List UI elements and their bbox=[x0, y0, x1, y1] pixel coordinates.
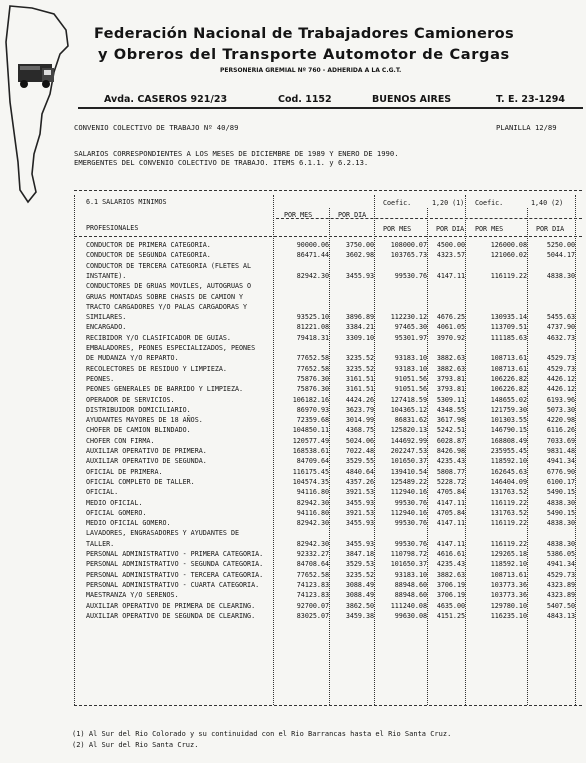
row-value: 104574.35 bbox=[292, 477, 329, 486]
legal-status: PERSONERIA GREMIAL Nº 760 - ADHERIDA A LA C.G.T. bbox=[220, 67, 402, 74]
row-value: 4348.55 bbox=[436, 405, 465, 414]
row-value: 77652.58 bbox=[296, 570, 329, 579]
row-value: 5490.15 bbox=[546, 508, 575, 517]
row-value: 75876.30 bbox=[296, 374, 329, 383]
row-label: OFICIAL. bbox=[86, 488, 119, 497]
row-value: 88948.60 bbox=[394, 591, 427, 600]
row-value: 3617.98 bbox=[436, 416, 465, 425]
col-header-por-mes: POR MES bbox=[475, 225, 504, 233]
row-value: 3529.53 bbox=[345, 560, 374, 569]
row-value: 108713.61 bbox=[490, 570, 527, 579]
row-value: 4941.34 bbox=[546, 457, 575, 466]
row-value: 4838.30 bbox=[546, 271, 575, 280]
row-value: 4838.30 bbox=[546, 498, 575, 507]
row-value: 101303.55 bbox=[490, 416, 527, 425]
row-value: 4323.57 bbox=[436, 251, 465, 260]
row-value: 92332.27 bbox=[296, 550, 329, 558]
row-value: 3529.55 bbox=[345, 457, 374, 466]
table-top-rule bbox=[74, 190, 582, 191]
row-value: 3088.49 bbox=[345, 580, 374, 589]
section-title: 6.1 SALARIOS MINIMOS bbox=[86, 198, 167, 206]
row-value: 4632.73 bbox=[546, 333, 575, 342]
row-value: 77652.58 bbox=[296, 354, 329, 363]
row-value: 162645.63 bbox=[490, 467, 527, 476]
row-value: 146404.09 bbox=[490, 477, 527, 486]
row-value: 82942.30 bbox=[296, 519, 329, 528]
row-value: 4323.89 bbox=[546, 591, 575, 600]
row-value: 3088.49 bbox=[345, 591, 374, 600]
row-value: 3602.98 bbox=[345, 251, 374, 260]
row-value: 106226.82 bbox=[490, 385, 527, 394]
col-header-por-dia: POR DIA bbox=[536, 225, 565, 233]
row-value: 99530.76 bbox=[394, 519, 427, 528]
row-value: 144692.99 bbox=[390, 436, 427, 445]
row-label: SIMILARES. bbox=[86, 313, 127, 322]
row-value: 126000.08 bbox=[490, 241, 527, 249]
row-value: 3309.10 bbox=[345, 333, 374, 342]
coef1-header: Coefic. bbox=[383, 199, 412, 207]
row-value: 93525.10 bbox=[296, 313, 329, 322]
row-value: 116119.22 bbox=[490, 519, 527, 528]
row-label: AYUDANTES MAYORES DE 18 AÑOS. bbox=[86, 416, 203, 425]
row-value: 118592.10 bbox=[490, 560, 527, 569]
subheader-rule bbox=[276, 218, 582, 219]
row-value: 4323.89 bbox=[546, 580, 575, 589]
row-label: PEONES GENERALES DE BARRIDO Y LIMPIEZA. bbox=[86, 385, 244, 394]
row-value: 90000.06 bbox=[296, 241, 329, 249]
table-bottom-rule bbox=[74, 705, 582, 706]
row-value: 112230.12 bbox=[390, 313, 427, 322]
row-value: 131763.52 bbox=[490, 508, 527, 517]
row-value: 146790.15 bbox=[490, 426, 527, 435]
row-value: 83025.07 bbox=[296, 611, 329, 620]
row-value: 86831.62 bbox=[394, 416, 427, 425]
row-value: 5250.00 bbox=[546, 241, 575, 249]
row-label: AUXILIAR OPERATIVO DE PRIMERA. bbox=[86, 447, 207, 455]
row-value: 86970.93 bbox=[296, 405, 329, 414]
row-value: 113709.51 bbox=[490, 323, 527, 332]
row-value: 5490.15 bbox=[546, 488, 575, 497]
column-divider bbox=[374, 195, 375, 705]
row-value: 4235.43 bbox=[436, 457, 465, 466]
row-value: 6776.90 bbox=[546, 467, 575, 476]
row-value: 5808.77 bbox=[436, 467, 465, 476]
row-value: 106226.82 bbox=[490, 374, 527, 383]
row-value: 235955.45 bbox=[490, 447, 527, 455]
row-value: 99530.76 bbox=[394, 271, 427, 280]
column-divider bbox=[74, 195, 75, 705]
row-value: 4941.34 bbox=[546, 560, 575, 569]
row-value: 4843.13 bbox=[546, 611, 575, 620]
row-label: CONDUCTORES DE GRUAS MOVILES, AUTOGRUAS O bbox=[86, 282, 252, 291]
row-value: 5455.63 bbox=[546, 313, 575, 322]
row-label: PERSONAL ADMINISTRATIVO - PRIMERA CATEGORIA. bbox=[86, 550, 264, 558]
row-value: 79418.31 bbox=[296, 333, 329, 342]
row-value: 3014.99 bbox=[345, 416, 374, 425]
row-value: 93183.10 bbox=[394, 364, 427, 373]
row-value: 3459.38 bbox=[345, 611, 374, 620]
row-value: 91051.56 bbox=[394, 385, 427, 394]
row-value: 103773.36 bbox=[490, 580, 527, 589]
row-label: CONDUCTOR DE TERCERA CATEGORIA (FLETES AL bbox=[86, 261, 252, 270]
column-divider bbox=[575, 195, 576, 705]
row-value: 86471.44 bbox=[296, 251, 329, 260]
row-value: 3882.63 bbox=[436, 570, 465, 579]
row-label: CONDUCTOR DE SEGUNDA CATEGORIA. bbox=[86, 251, 211, 260]
row-value: 93183.10 bbox=[394, 570, 427, 579]
row-value: 4529.73 bbox=[546, 354, 575, 363]
row-value: 4235.43 bbox=[436, 560, 465, 569]
row-value: 6100.17 bbox=[546, 477, 575, 486]
row-value: 4635.00 bbox=[436, 601, 465, 610]
row-value: 3862.50 bbox=[345, 601, 374, 610]
row-label: INSTANTE). bbox=[86, 271, 127, 280]
row-value: 103765.73 bbox=[390, 251, 427, 260]
row-value: 3793.81 bbox=[436, 385, 465, 394]
row-value: 6193.96 bbox=[546, 395, 575, 404]
row-value: 5407.50 bbox=[546, 601, 575, 610]
row-label: OFICIAL GOMERO. bbox=[86, 508, 147, 517]
row-value: 139410.54 bbox=[390, 467, 427, 476]
row-label: DISTRIBUIDOR DOMICILIARIO. bbox=[86, 405, 191, 414]
row-value: 116235.10 bbox=[490, 611, 527, 620]
row-value: 6028.87 bbox=[436, 436, 465, 445]
row-value: 72359.68 bbox=[296, 416, 329, 425]
row-label: MAESTRANZA Y/O SERENOS. bbox=[86, 591, 179, 600]
footnote-1: (1) Al Sur del Rio Colorado y su continuidad con el Rio Barrancas hasta el Rio Santa Cruz. bbox=[72, 730, 452, 738]
row-value: 4147.11 bbox=[436, 519, 465, 528]
federation-name-line2: y Obreros del Transporte Automotor de Cargas bbox=[98, 46, 510, 63]
row-value: 3161.51 bbox=[345, 385, 374, 394]
row-value: 112940.16 bbox=[390, 508, 427, 517]
row-value: 116119.22 bbox=[490, 498, 527, 507]
row-value: 3161.51 bbox=[345, 374, 374, 383]
intro-line-2: EMERGENTES DEL CONVENIO COLECTIVO DE TRABAJO. ITEMS 6.1.1. y 6.2.13. bbox=[74, 158, 369, 167]
row-value: 4424.26 bbox=[345, 395, 374, 404]
row-value: 4705.84 bbox=[436, 488, 465, 497]
row-label: AUXILIAR OPERATIVO DE SEGUNDA. bbox=[86, 457, 207, 466]
row-value: 82942.30 bbox=[296, 539, 329, 548]
row-value: 3706.19 bbox=[436, 591, 465, 600]
row-value: 3882.63 bbox=[436, 354, 465, 363]
row-value: 106182.16 bbox=[292, 395, 329, 404]
row-value: 8426.98 bbox=[436, 447, 465, 455]
row-value: 4840.64 bbox=[345, 467, 374, 476]
row-value: 4151.25 bbox=[436, 611, 465, 620]
row-label: ENCARGADO. bbox=[86, 323, 127, 332]
row-value: 4676.25 bbox=[436, 313, 465, 322]
row-value: 3793.81 bbox=[436, 374, 465, 383]
col-header-por-dia: POR DIA bbox=[338, 211, 367, 219]
row-value: 116175.45 bbox=[292, 467, 329, 476]
row-value: 3384.21 bbox=[345, 323, 374, 332]
row-value: 101650.37 bbox=[390, 560, 427, 569]
row-value: 4616.61 bbox=[436, 550, 465, 558]
header-rule bbox=[78, 107, 583, 109]
row-value: 129780.10 bbox=[490, 601, 527, 610]
row-value: 108713.61 bbox=[490, 364, 527, 373]
row-label: PERSONAL ADMINISTRATIVO - SEGUNDA CATEGORIA. bbox=[86, 560, 264, 569]
row-value: 168538.61 bbox=[292, 447, 329, 455]
row-value: 3235.52 bbox=[345, 354, 374, 363]
row-value: 3847.18 bbox=[345, 550, 374, 558]
row-value: 112940.16 bbox=[390, 488, 427, 497]
col-header-por-mes: POR MES bbox=[383, 225, 412, 233]
row-value: 4357.26 bbox=[345, 477, 374, 486]
row-value: 108713.61 bbox=[490, 354, 527, 363]
row-value: 4500.00 bbox=[436, 241, 465, 249]
row-label: AUXILIAR OPERATIVO DE SEGUNDA DE CLEARING. bbox=[86, 611, 256, 620]
row-value: 202247.53 bbox=[390, 447, 427, 455]
row-value: 148655.02 bbox=[490, 395, 527, 404]
row-label: AUXILIAR OPERATIVO DE PRIMERA DE CLEARING. bbox=[86, 601, 256, 610]
row-value: 4147.11 bbox=[436, 498, 465, 507]
row-value: 3235.52 bbox=[345, 570, 374, 579]
phone: T. E. 23-1294 bbox=[496, 94, 565, 105]
row-label: TRACTO CARGADORES Y/O PALAS CARGADORAS Y bbox=[86, 302, 248, 311]
row-label: RECOLECTORES DE RESIDUO Y LIMPIEZA. bbox=[86, 364, 227, 373]
row-value: 94116.80 bbox=[296, 488, 329, 497]
footnote-2: (2) Al Sur del Rio Santa Cruz. bbox=[72, 741, 199, 749]
row-label: PEONES. bbox=[86, 374, 115, 383]
col-header-por-dia: POR DIA bbox=[436, 225, 465, 233]
row-value: 3706.19 bbox=[436, 580, 465, 589]
row-label: OPERADOR DE SERVICIOS. bbox=[86, 395, 175, 404]
col-header-por-mes: POR MES bbox=[284, 211, 313, 219]
row-value: 3896.89 bbox=[345, 313, 374, 322]
row-value: 127418.59 bbox=[390, 395, 427, 404]
row-value: 77652.58 bbox=[296, 364, 329, 373]
column-divider bbox=[465, 195, 466, 705]
row-value: 93183.10 bbox=[394, 354, 427, 363]
row-label: MEDIO OFICIAL. bbox=[86, 498, 143, 507]
row-label: DE MUDANZA Y/O REPARTO. bbox=[86, 354, 179, 363]
row-label: MEDIO OFICIAL GOMERO. bbox=[86, 519, 171, 528]
row-value: 116119.22 bbox=[490, 271, 527, 280]
row-label: TALLER. bbox=[86, 539, 115, 548]
row-value: 82942.30 bbox=[296, 271, 329, 280]
row-value: 5024.06 bbox=[345, 436, 374, 445]
row-value: 168808.49 bbox=[490, 436, 527, 445]
column-divider bbox=[273, 195, 274, 705]
row-value: 99530.76 bbox=[394, 498, 427, 507]
row-value: 130935.14 bbox=[490, 313, 527, 322]
row-value: 9831.48 bbox=[546, 447, 575, 455]
row-label: CONDUCTOR DE PRIMERA CATEGORIA. bbox=[86, 241, 211, 249]
row-value: 3921.53 bbox=[345, 488, 374, 497]
row-value: 4220.98 bbox=[546, 416, 575, 425]
row-value: 5242.51 bbox=[436, 426, 465, 435]
row-value: 5073.30 bbox=[546, 405, 575, 414]
row-value: 88948.60 bbox=[394, 580, 427, 589]
row-value: 4426.12 bbox=[546, 374, 575, 383]
row-value: 5228.72 bbox=[436, 477, 465, 486]
row-value: 111185.63 bbox=[490, 333, 527, 342]
row-value: 99630.08 bbox=[394, 611, 427, 620]
row-value: 92700.07 bbox=[296, 601, 329, 610]
federation-name-line1: Federación Nacional de Trabajadores Camioneros bbox=[94, 25, 514, 42]
col-profesionales-header: PROFESIONALES bbox=[86, 224, 139, 232]
header-bottom-rule bbox=[74, 236, 582, 237]
intro-line-1: SALARIOS CORRESPONDIENTES A LOS MESES DE DICIEMBRE DE 1989 Y ENERO DE 1990. bbox=[74, 149, 399, 158]
row-value: 3455.93 bbox=[345, 498, 374, 507]
row-value: 3921.53 bbox=[345, 508, 374, 517]
row-label: RECIBIDOR Y/O CLASIFICADOR DE GUIAS. bbox=[86, 333, 231, 342]
row-label: OFICIAL DE PRIMERA. bbox=[86, 467, 163, 476]
row-value: 103773.36 bbox=[490, 591, 527, 600]
coef2-value: 1,40 (2) bbox=[531, 199, 564, 207]
row-value: 3455.93 bbox=[345, 539, 374, 548]
row-value: 99530.76 bbox=[394, 539, 427, 548]
argentina-map-logo bbox=[2, 2, 74, 207]
row-value: 125820.13 bbox=[390, 426, 427, 435]
row-value: 104850.11 bbox=[292, 426, 329, 435]
row-value: 4838.30 bbox=[546, 519, 575, 528]
row-value: 104365.12 bbox=[390, 405, 427, 414]
row-value: 3455.93 bbox=[345, 519, 374, 528]
coef1-value: 1,20 (1) bbox=[432, 199, 465, 207]
row-value: 7033.69 bbox=[546, 436, 575, 445]
coef2-header: Coefic. bbox=[475, 199, 504, 207]
city: BUENOS AIRES bbox=[372, 94, 452, 105]
row-value: 6116.26 bbox=[546, 426, 575, 435]
row-value: 84708.64 bbox=[296, 560, 329, 569]
row-value: 125489.22 bbox=[390, 477, 427, 486]
row-label: PERSONAL ADMINISTRATIVO - TERCERA CATEGORIA. bbox=[86, 570, 264, 579]
row-value: 116119.22 bbox=[490, 539, 527, 548]
planilla-number: PLANILLA 12/89 bbox=[496, 123, 557, 132]
row-value: 101650.37 bbox=[390, 457, 427, 466]
row-label: EMBALADORES, PEONES ESPECIALIZADOS, PEONES bbox=[86, 344, 256, 352]
row-value: 84709.64 bbox=[296, 457, 329, 466]
row-value: 3750.00 bbox=[345, 241, 374, 249]
row-value: 7022.48 bbox=[345, 447, 374, 455]
row-value: 82942.30 bbox=[296, 498, 329, 507]
row-value: 120577.49 bbox=[292, 436, 329, 445]
row-value: 121759.30 bbox=[490, 405, 527, 414]
row-value: 4061.05 bbox=[436, 323, 465, 332]
row-value: 131763.52 bbox=[490, 488, 527, 497]
row-label: CHOFER DE CAMION BLINDADO. bbox=[86, 426, 191, 435]
row-label: CHOFER CON FIRMA. bbox=[86, 436, 155, 445]
row-value: 110798.72 bbox=[390, 550, 427, 558]
row-value: 108000.07 bbox=[390, 241, 427, 249]
row-value: 111240.08 bbox=[390, 601, 427, 610]
row-value: 3970.92 bbox=[436, 333, 465, 342]
row-value: 118592.10 bbox=[490, 457, 527, 466]
row-value: 5309.11 bbox=[436, 395, 465, 404]
address: Avda. CASEROS 921/23 bbox=[104, 94, 228, 105]
row-value: 74123.83 bbox=[296, 591, 329, 600]
row-value: 5044.17 bbox=[546, 251, 575, 260]
row-value: 3455.93 bbox=[345, 271, 374, 280]
row-value: 75876.30 bbox=[296, 385, 329, 394]
row-value: 4368.75 bbox=[345, 426, 374, 435]
row-value: 97465.30 bbox=[394, 323, 427, 332]
convenio-number: CONVENIO COLECTIVO DE TRABAJO Nº 40/89 bbox=[74, 123, 239, 132]
row-value: 81221.08 bbox=[296, 323, 329, 332]
row-value: 4705.84 bbox=[436, 508, 465, 517]
row-value: 3882.63 bbox=[436, 364, 465, 373]
row-value: 74123.83 bbox=[296, 580, 329, 589]
postal-code: Cod. 1152 bbox=[278, 94, 332, 105]
row-value: 4147.11 bbox=[436, 271, 465, 280]
row-value: 3235.52 bbox=[345, 364, 374, 373]
row-label: PERSONAL ADMINISTRATIVO - CUARTA CATEGORIA. bbox=[86, 580, 260, 589]
row-value: 95301.97 bbox=[394, 333, 427, 342]
row-value: 4737.90 bbox=[546, 323, 575, 332]
row-label: OFICIAL COMPLETO DE TALLER. bbox=[86, 477, 195, 486]
row-value: 4529.73 bbox=[546, 570, 575, 579]
row-value: 4838.30 bbox=[546, 539, 575, 548]
row-value: 129265.18 bbox=[490, 550, 527, 558]
row-value: 5386.05 bbox=[546, 550, 575, 558]
row-value: 4147.11 bbox=[436, 539, 465, 548]
row-label: GRUAS MONTADAS SOBRE CHASIS DE CAMION Y bbox=[86, 292, 244, 301]
row-value: 121060.02 bbox=[490, 251, 527, 260]
row-value: 4529.73 bbox=[546, 364, 575, 373]
truck-icon bbox=[18, 64, 54, 88]
row-value: 3623.79 bbox=[345, 405, 374, 414]
row-value: 91051.56 bbox=[394, 374, 427, 383]
row-value: 4426.12 bbox=[546, 385, 575, 394]
row-value: 94116.80 bbox=[296, 508, 329, 517]
row-label: LAVADORES, ENGRASADORES Y AYUDANTES DE bbox=[86, 529, 239, 538]
